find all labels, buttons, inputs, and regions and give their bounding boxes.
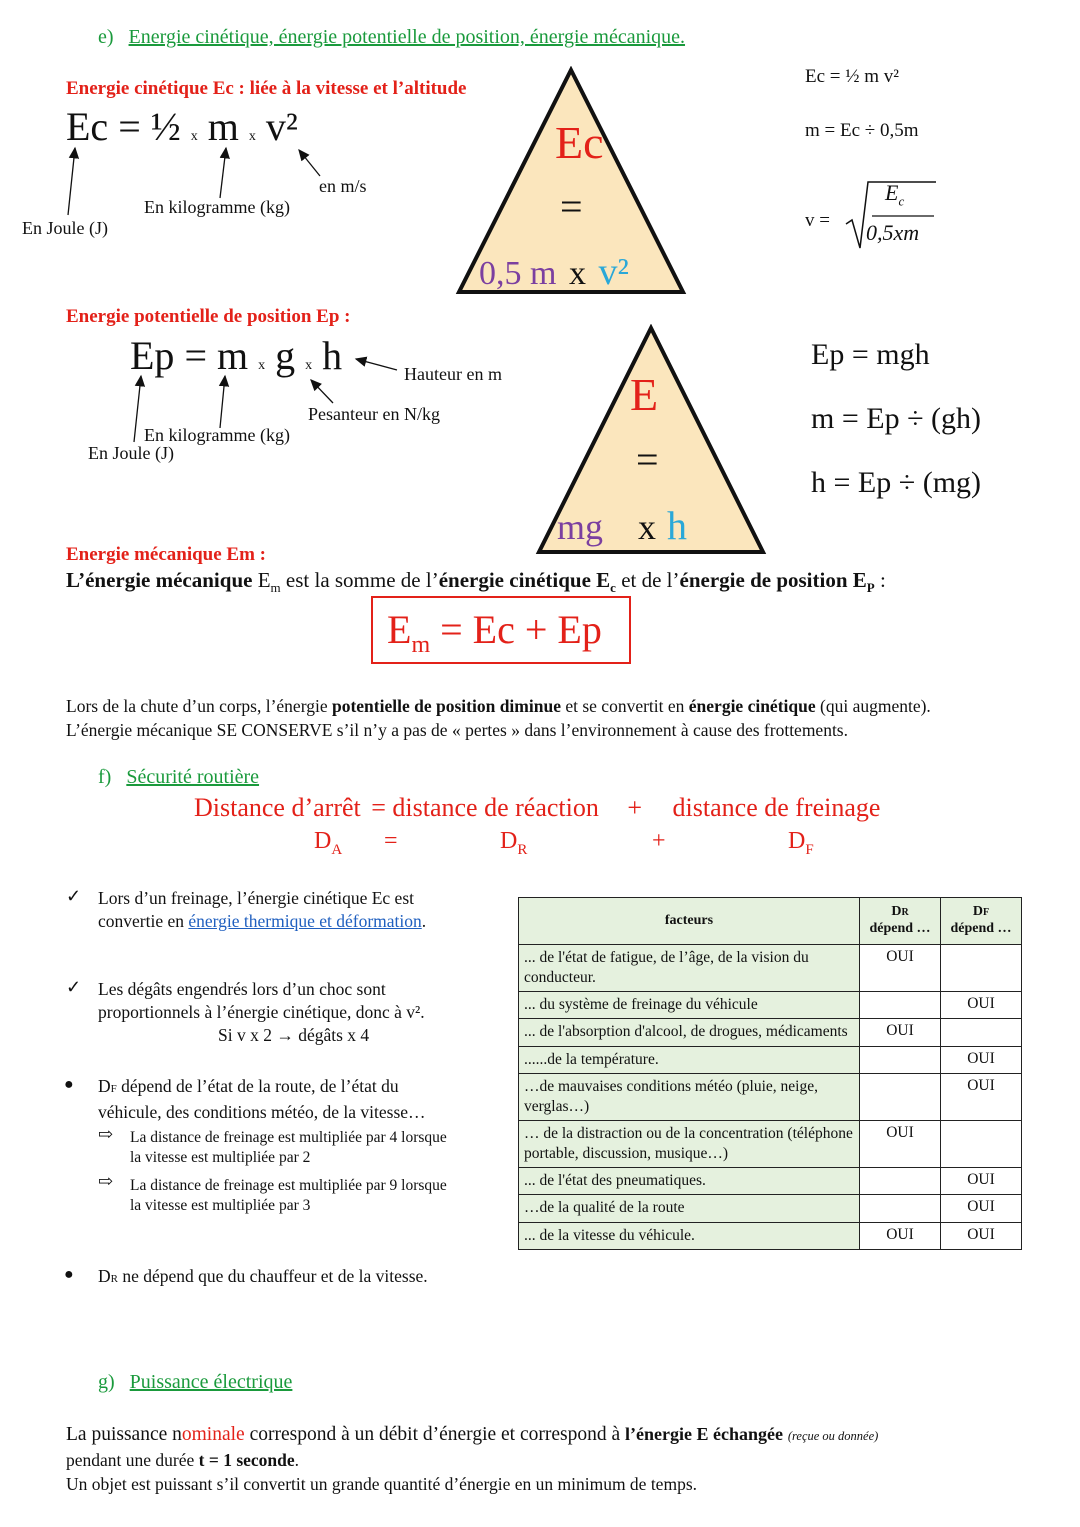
- em-def-6-sub: P: [866, 580, 875, 596]
- sub-bullet-1: [130, 1128, 447, 1168]
- ep-triangle-left: mg: [557, 507, 604, 547]
- em-def-2: E: [257, 568, 271, 592]
- ec-joule-arrow: [68, 148, 75, 215]
- table-row: [519, 1222, 1022, 1249]
- bullet-4: [98, 1265, 428, 1291]
- section-e-letter: e): [98, 26, 114, 48]
- factor-cell: ... de l'état de fatigue, de l’âge, de la vision du conducteur.: [519, 945, 860, 992]
- check-mark-2: ✓: [66, 977, 82, 997]
- section-f-letter: f): [98, 766, 112, 788]
- section-g-title: Puissance électrique: [129, 1371, 293, 1393]
- header-dr-text: dépend …: [869, 921, 931, 936]
- dr-cell: [860, 992, 941, 1019]
- ep-formula-eq: =: [184, 333, 207, 378]
- dr-cell: [860, 1195, 941, 1222]
- ep-label-mass: En kilogramme (kg): [144, 425, 290, 445]
- bullet-dot-4: ●: [64, 1266, 74, 1283]
- sub-bullet-1-line-2: la vitesse est multipliée par 2: [130, 1149, 311, 1166]
- symbol-df-sub: F: [805, 841, 814, 858]
- bullet-dot-3: ●: [64, 1076, 74, 1093]
- header-dr-d: D: [891, 904, 902, 920]
- ec-triangle-left: 0,5 m: [479, 255, 557, 292]
- ec-sqrt-num-e: E: [885, 180, 899, 205]
- dr-cell: [860, 1073, 941, 1120]
- df-cell: OUI: [941, 1073, 1022, 1120]
- table-row: [519, 1073, 1022, 1120]
- header-df-d: D: [972, 904, 983, 920]
- bullet-1-end: .: [421, 911, 427, 931]
- power-p2-b: t = 1 seconde: [198, 1450, 295, 1470]
- factors-table-wrapper: [518, 897, 1022, 1250]
- power-p2-a: pendant une durée: [66, 1450, 195, 1470]
- df-cell: OUI: [941, 1222, 1022, 1249]
- section-g-heading: [98, 1371, 292, 1394]
- em-def-5: et de l’: [621, 568, 680, 592]
- ec-formula-half: ½: [150, 104, 181, 149]
- ep-formula-energy: Ep = mgh: [811, 338, 930, 371]
- em-paragraph-2: L’énergie mécanique SE CONSERVE s’il n’y a pas de « pertes » dans l’environnement à cause des frottements.: [66, 720, 848, 740]
- sub-bullet-2-line-1: La distance de freinage est multipliée par 9 lorsque: [130, 1177, 447, 1194]
- ec-triangle-times: x: [568, 255, 586, 292]
- ep-formula-h: h: [322, 333, 343, 378]
- bullet-2-line-3: Si v x 2 → dégâts x 4: [218, 1025, 370, 1045]
- bullet-2-line-2: proportionnels à l’énergie cinétique, donc à v².: [98, 1002, 425, 1022]
- symbol-dr-d: D: [500, 828, 518, 854]
- em-p1-a: Lors de la chute d’un corps, l’énergie: [66, 696, 328, 716]
- power-p1-b: ominale: [181, 1424, 245, 1445]
- ec-formula-speed-lhs: v =: [805, 210, 830, 231]
- sub-bullet-2-line-2: la vitesse est multipliée par 3: [130, 1197, 311, 1214]
- header-dr: [860, 898, 941, 945]
- ec-triangle-top: Ec: [555, 117, 604, 168]
- factor-cell: … de la distraction ou de la concentration (téléphone portable, discussion, musique…): [519, 1120, 860, 1167]
- ec-formula-times-2: x: [248, 129, 256, 144]
- factor-cell: ... du système de freinage du véhicule: [519, 992, 860, 1019]
- arrow-icon-2: ⇨: [98, 1171, 114, 1191]
- em-p1-c: et se convertit en: [565, 696, 685, 716]
- bullet-3-text-1: dépend de l’état de la route, de l’état du: [121, 1076, 399, 1096]
- header-df: [941, 898, 1022, 945]
- symbol-da: [314, 828, 342, 859]
- em-def-1: L’énergie mécanique: [66, 568, 253, 592]
- ep-triangle-top: E: [630, 369, 659, 420]
- factor-cell: …de la qualité de la route: [519, 1195, 860, 1222]
- table-row: [519, 992, 1022, 1019]
- em-definition: [66, 568, 886, 596]
- check-mark-1: ✓: [66, 886, 82, 906]
- power-p1-c: correspond à un débit d’énergie et correspond à: [249, 1424, 621, 1445]
- em-box-rest: = Ec + Ep: [440, 607, 602, 652]
- dr-cell: [860, 1046, 941, 1073]
- ep-formula-times-1: x: [258, 358, 266, 373]
- bullet-3-line-1: [98, 1075, 426, 1101]
- symbol-plus: +: [652, 828, 666, 854]
- dr-cell: OUI: [860, 945, 941, 992]
- factor-cell: ... de la vitesse du véhicule.: [519, 1222, 860, 1249]
- bullet-4-text: ne dépend que du chauffeur et de la vitesse.: [122, 1266, 428, 1286]
- df-cell: [941, 945, 1022, 992]
- symbol-eq: =: [384, 828, 398, 854]
- symbol-dr-sub: R: [517, 841, 528, 858]
- ec-formula-times-1: x: [190, 129, 198, 144]
- section-e-title: Energie cinétique, énergie potentielle de position, énergie mécanique.: [128, 26, 686, 48]
- section-f-heading: [98, 766, 259, 789]
- ep-formula-m: m: [217, 333, 249, 378]
- ep-height-arrow: [356, 359, 397, 370]
- ec-speed-arrow: [299, 150, 320, 176]
- ec-formula-ec: Ec: [66, 104, 109, 149]
- table-row: [519, 1046, 1022, 1073]
- ep-heading: Energie potentielle de position Ep :: [66, 306, 351, 327]
- bullet-1: [98, 887, 426, 933]
- symbol-df: [788, 828, 814, 859]
- power-p2-c: .: [294, 1450, 300, 1470]
- em-def-6: énergie de position E: [679, 568, 867, 592]
- power-paragraph-3: Un objet est puissant s’il convertit un grande quantité d’énergie en un minimum de temps.: [66, 1474, 697, 1494]
- bullet-1-line-2-text: convertie en: [98, 911, 184, 931]
- bullet-2-line-1: Les dégâts engendrés lors d’un choc sont: [98, 979, 386, 999]
- bullet-4-sub: R: [110, 1273, 118, 1285]
- symbol-da-d: D: [314, 828, 332, 854]
- ec-triangle-bottom: [479, 250, 629, 294]
- table-header-row: [519, 898, 1022, 945]
- symbol-df-d: D: [788, 828, 806, 854]
- em-heading: Energie mécanique Em :: [66, 544, 267, 565]
- ep-formula-mass: m = Ep ÷ (gh): [811, 402, 982, 435]
- ep-formula: [130, 333, 342, 389]
- header-df-sub: F: [983, 907, 990, 919]
- df-cell: OUI: [941, 1046, 1022, 1073]
- arrow-icon-1: ⇨: [98, 1124, 114, 1144]
- em-box-sub: m: [411, 632, 431, 658]
- ec-triangle-eq: =: [560, 184, 583, 229]
- stopping-distance-label: Distance d’arrêt: [194, 793, 361, 822]
- ec-label-mass: En kilogramme (kg): [144, 197, 290, 217]
- bullet-3-d: D: [98, 1076, 111, 1096]
- ep-label-height: Hauteur en m: [404, 364, 502, 384]
- section-g-letter: g): [98, 1371, 115, 1393]
- power-paragraph-1: [66, 1424, 878, 1446]
- sub-bullet-1-line-1: La distance de freinage est multipliée par 4 lorsque: [130, 1129, 447, 1146]
- ec-formula-m: m: [207, 104, 239, 149]
- symbol-dr: [500, 828, 527, 859]
- ep-triangle-eq: =: [636, 437, 659, 482]
- ec-sqrt-denominator: 0,5xm: [866, 220, 920, 245]
- ec-formula-energy: Ec = ½ m v²: [805, 66, 899, 87]
- plus-sign: +: [627, 793, 643, 822]
- table-row: [519, 1195, 1022, 1222]
- ep-triangle-right: h: [667, 503, 688, 548]
- ec-formula-mass: m = Ec ÷ 0,5m: [805, 120, 919, 141]
- braking-distance-label: distance de freinage: [672, 793, 881, 822]
- ec-triangle-right: v²: [598, 251, 629, 293]
- header-factors: facteurs: [519, 898, 860, 945]
- factor-cell: …de mauvaises conditions météo (pluie, neige, verglas…): [519, 1073, 860, 1120]
- ec-formula-v: v²: [265, 104, 298, 149]
- df-cell: OUI: [941, 1168, 1022, 1195]
- ec-kg-arrow: [220, 148, 226, 198]
- ec-sqrt-numerator: [885, 180, 904, 209]
- ep-formula-height: h = Ep ÷ (mg): [811, 466, 982, 499]
- em-formula-box: [371, 596, 631, 664]
- header-df-text: dépend …: [950, 921, 1012, 936]
- factor-cell: ... de l'état des pneumatiques.: [519, 1168, 860, 1195]
- bullet-3: [98, 1075, 426, 1124]
- sub-bullet-2: [130, 1176, 447, 1216]
- dr-cell: OUI: [860, 1222, 941, 1249]
- em-def-4: énergie cinétique E: [438, 568, 611, 592]
- power-p1-d: l’énergie E échangée: [625, 1424, 783, 1444]
- table-row: [519, 1168, 1022, 1195]
- em-def-4-sub: c: [610, 580, 616, 596]
- ec-formula-eq: =: [118, 104, 141, 149]
- bullet-3-line-2: véhicule, des conditions météo, de la vitesse…: [98, 1102, 426, 1122]
- df-cell: [941, 1120, 1022, 1167]
- factors-table: [518, 897, 1022, 1250]
- em-def-3: est la somme de l’: [285, 568, 439, 592]
- df-cell: [941, 1019, 1022, 1046]
- em-paragraph-1: [66, 696, 931, 717]
- stopping-distance-words: [194, 793, 880, 823]
- factor-cell: ......de la température.: [519, 1046, 860, 1073]
- table-row: [519, 1120, 1022, 1167]
- em-def-2-sub: m: [270, 580, 281, 596]
- factor-cell: ... de l'absorption d'alcool, de drogues, médicaments: [519, 1019, 860, 1046]
- em-p1-d: énergie cinétique: [688, 696, 816, 716]
- reaction-distance-label: = distance de réaction: [371, 793, 599, 822]
- ep-label-gravity: Pesanteur en N/kg: [308, 404, 440, 424]
- bullet-2: [98, 978, 425, 1047]
- table-row: [519, 1019, 1022, 1046]
- em-def-7: :: [879, 568, 886, 592]
- bullet-4-d: D: [98, 1266, 111, 1286]
- ep-formula-times-2: x: [305, 358, 313, 373]
- dr-cell: [860, 1168, 941, 1195]
- ep-formula-ep: Ep: [130, 333, 175, 378]
- dr-cell: OUI: [860, 1019, 941, 1046]
- ec-label-speed: en m/s: [319, 176, 367, 196]
- power-paragraph-2: [66, 1450, 299, 1471]
- ep-triangle-bottom: [557, 502, 687, 549]
- ec-heading: Energie cinétique Ec : liée à la vitesse et l’altitude: [66, 78, 467, 99]
- dr-cell: OUI: [860, 1120, 941, 1167]
- power-p1-e: (reçue ou donnée): [787, 1429, 879, 1443]
- section-f-title: Sécurité routière: [126, 766, 260, 788]
- bullet-1-line-2: [98, 910, 426, 933]
- bullet-1-line-1: Lors d’un freinage, l’énergie cinétique Ec est: [98, 888, 414, 908]
- header-dr-sub: R: [901, 907, 909, 919]
- em-p1-b: potentielle de position diminue: [331, 696, 561, 716]
- symbol-da-sub: A: [331, 841, 343, 858]
- ec-label-energy: En Joule (J): [22, 218, 108, 238]
- ep-label-energy: En Joule (J): [88, 443, 174, 463]
- ep-triangle-times: x: [638, 507, 657, 547]
- bullet-3-sub: F: [110, 1083, 117, 1095]
- table-row: [519, 945, 1022, 992]
- ec-sqrt-num-sub: c: [898, 193, 905, 209]
- df-cell: OUI: [941, 1195, 1022, 1222]
- df-cell: OUI: [941, 992, 1022, 1019]
- em-p1-e: (qui augmente).: [820, 696, 931, 716]
- thermal-energy-link[interactable]: énergie thermique et déformation: [188, 911, 422, 931]
- em-box-e: E: [387, 607, 412, 652]
- power-p1-a: La puissance n: [66, 1424, 182, 1445]
- ep-formula-g: g: [275, 333, 296, 378]
